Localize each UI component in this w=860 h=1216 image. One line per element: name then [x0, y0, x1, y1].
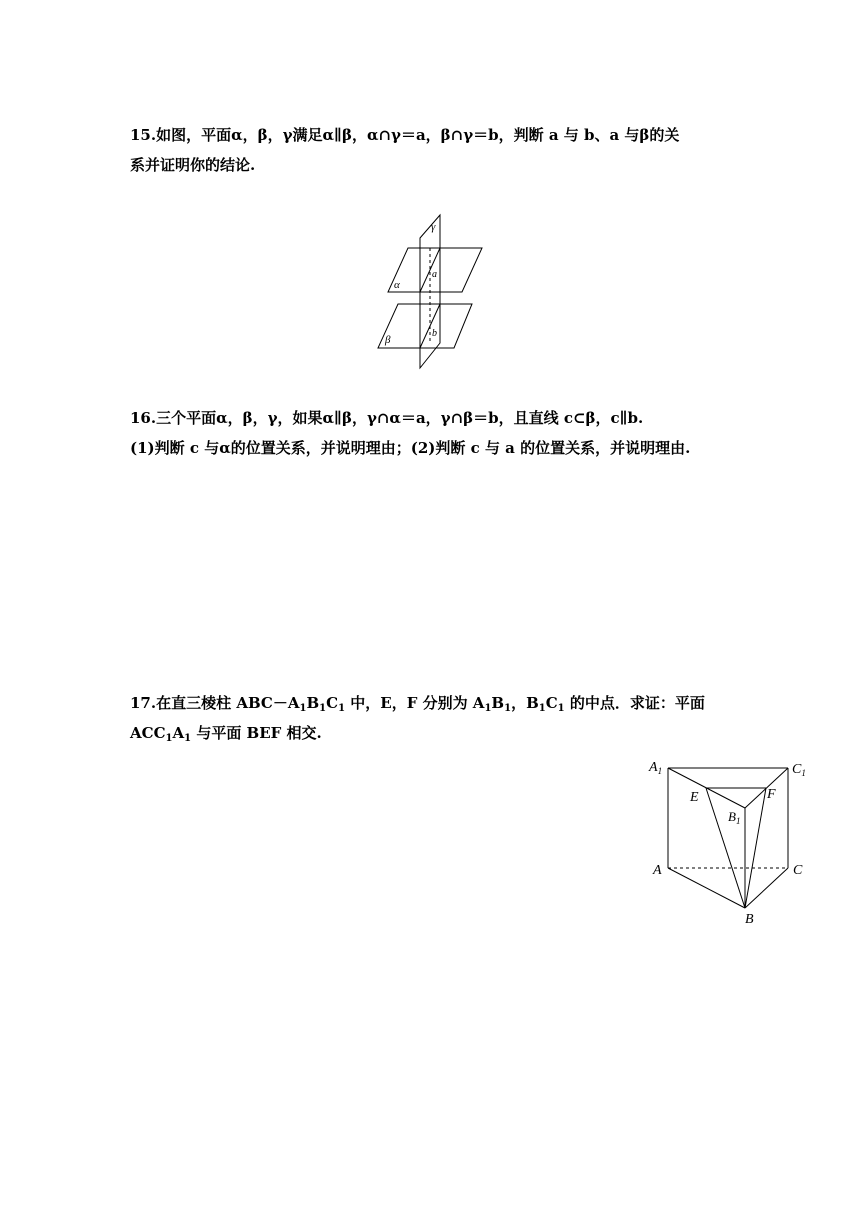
label-a: a [432, 269, 437, 280]
figure-triangular-prism [640, 750, 820, 930]
label-e: E [690, 790, 699, 805]
figure-planes-alpha-beta-gamma [370, 210, 490, 375]
question-17-line-1: 17.在直三棱柱 $ABC-A_1B_1C_1$ 中，E，F 分别为 $A_1B_1$，$B_1C_1$ 的中点．求证：平面 [130, 694, 705, 714]
label-b1: $B_1$ [728, 809, 741, 826]
label-alpha: α [394, 279, 400, 291]
label-a1: $A_1$ [649, 760, 663, 776]
question-16 [130, 403, 690, 463]
question-15 [130, 120, 679, 180]
label-beta: β [385, 334, 391, 346]
label-c1: $C_1$ [792, 762, 806, 778]
label-b: B [745, 912, 754, 927]
segment-b-f [745, 788, 766, 908]
question-15-line-2: 系并证明你的结论. [130, 156, 256, 174]
question-15-line-1: 15.如图，平面α，β，γ满足α∥β，α∩γ＝a，β∩γ＝b，判断 a 与 b、a 与β的关 [130, 126, 680, 144]
plane-beta [378, 304, 472, 348]
label-a: A [653, 863, 662, 878]
label-c: C [793, 863, 803, 878]
segment-b-e [706, 788, 745, 908]
label-b: b [432, 328, 437, 339]
question-17-line-2: $ACC_1A_1$ 与平面 BEF 相交. [130, 724, 322, 744]
label-f: F [767, 787, 776, 802]
question-17 [130, 688, 705, 748]
question-16-line-2: (1)判断 c 与α的位置关系，并说明理由；(2)判断 c 与 a 的位置关系，并说明理由. [130, 439, 691, 457]
question-16-line-1: 16.三个平面α，β，γ，如果α∥β，γ∩α＝a，γ∩β＝b，且直线 c⊂β，c∥b. [130, 409, 644, 427]
label-gamma: γ [431, 221, 436, 233]
